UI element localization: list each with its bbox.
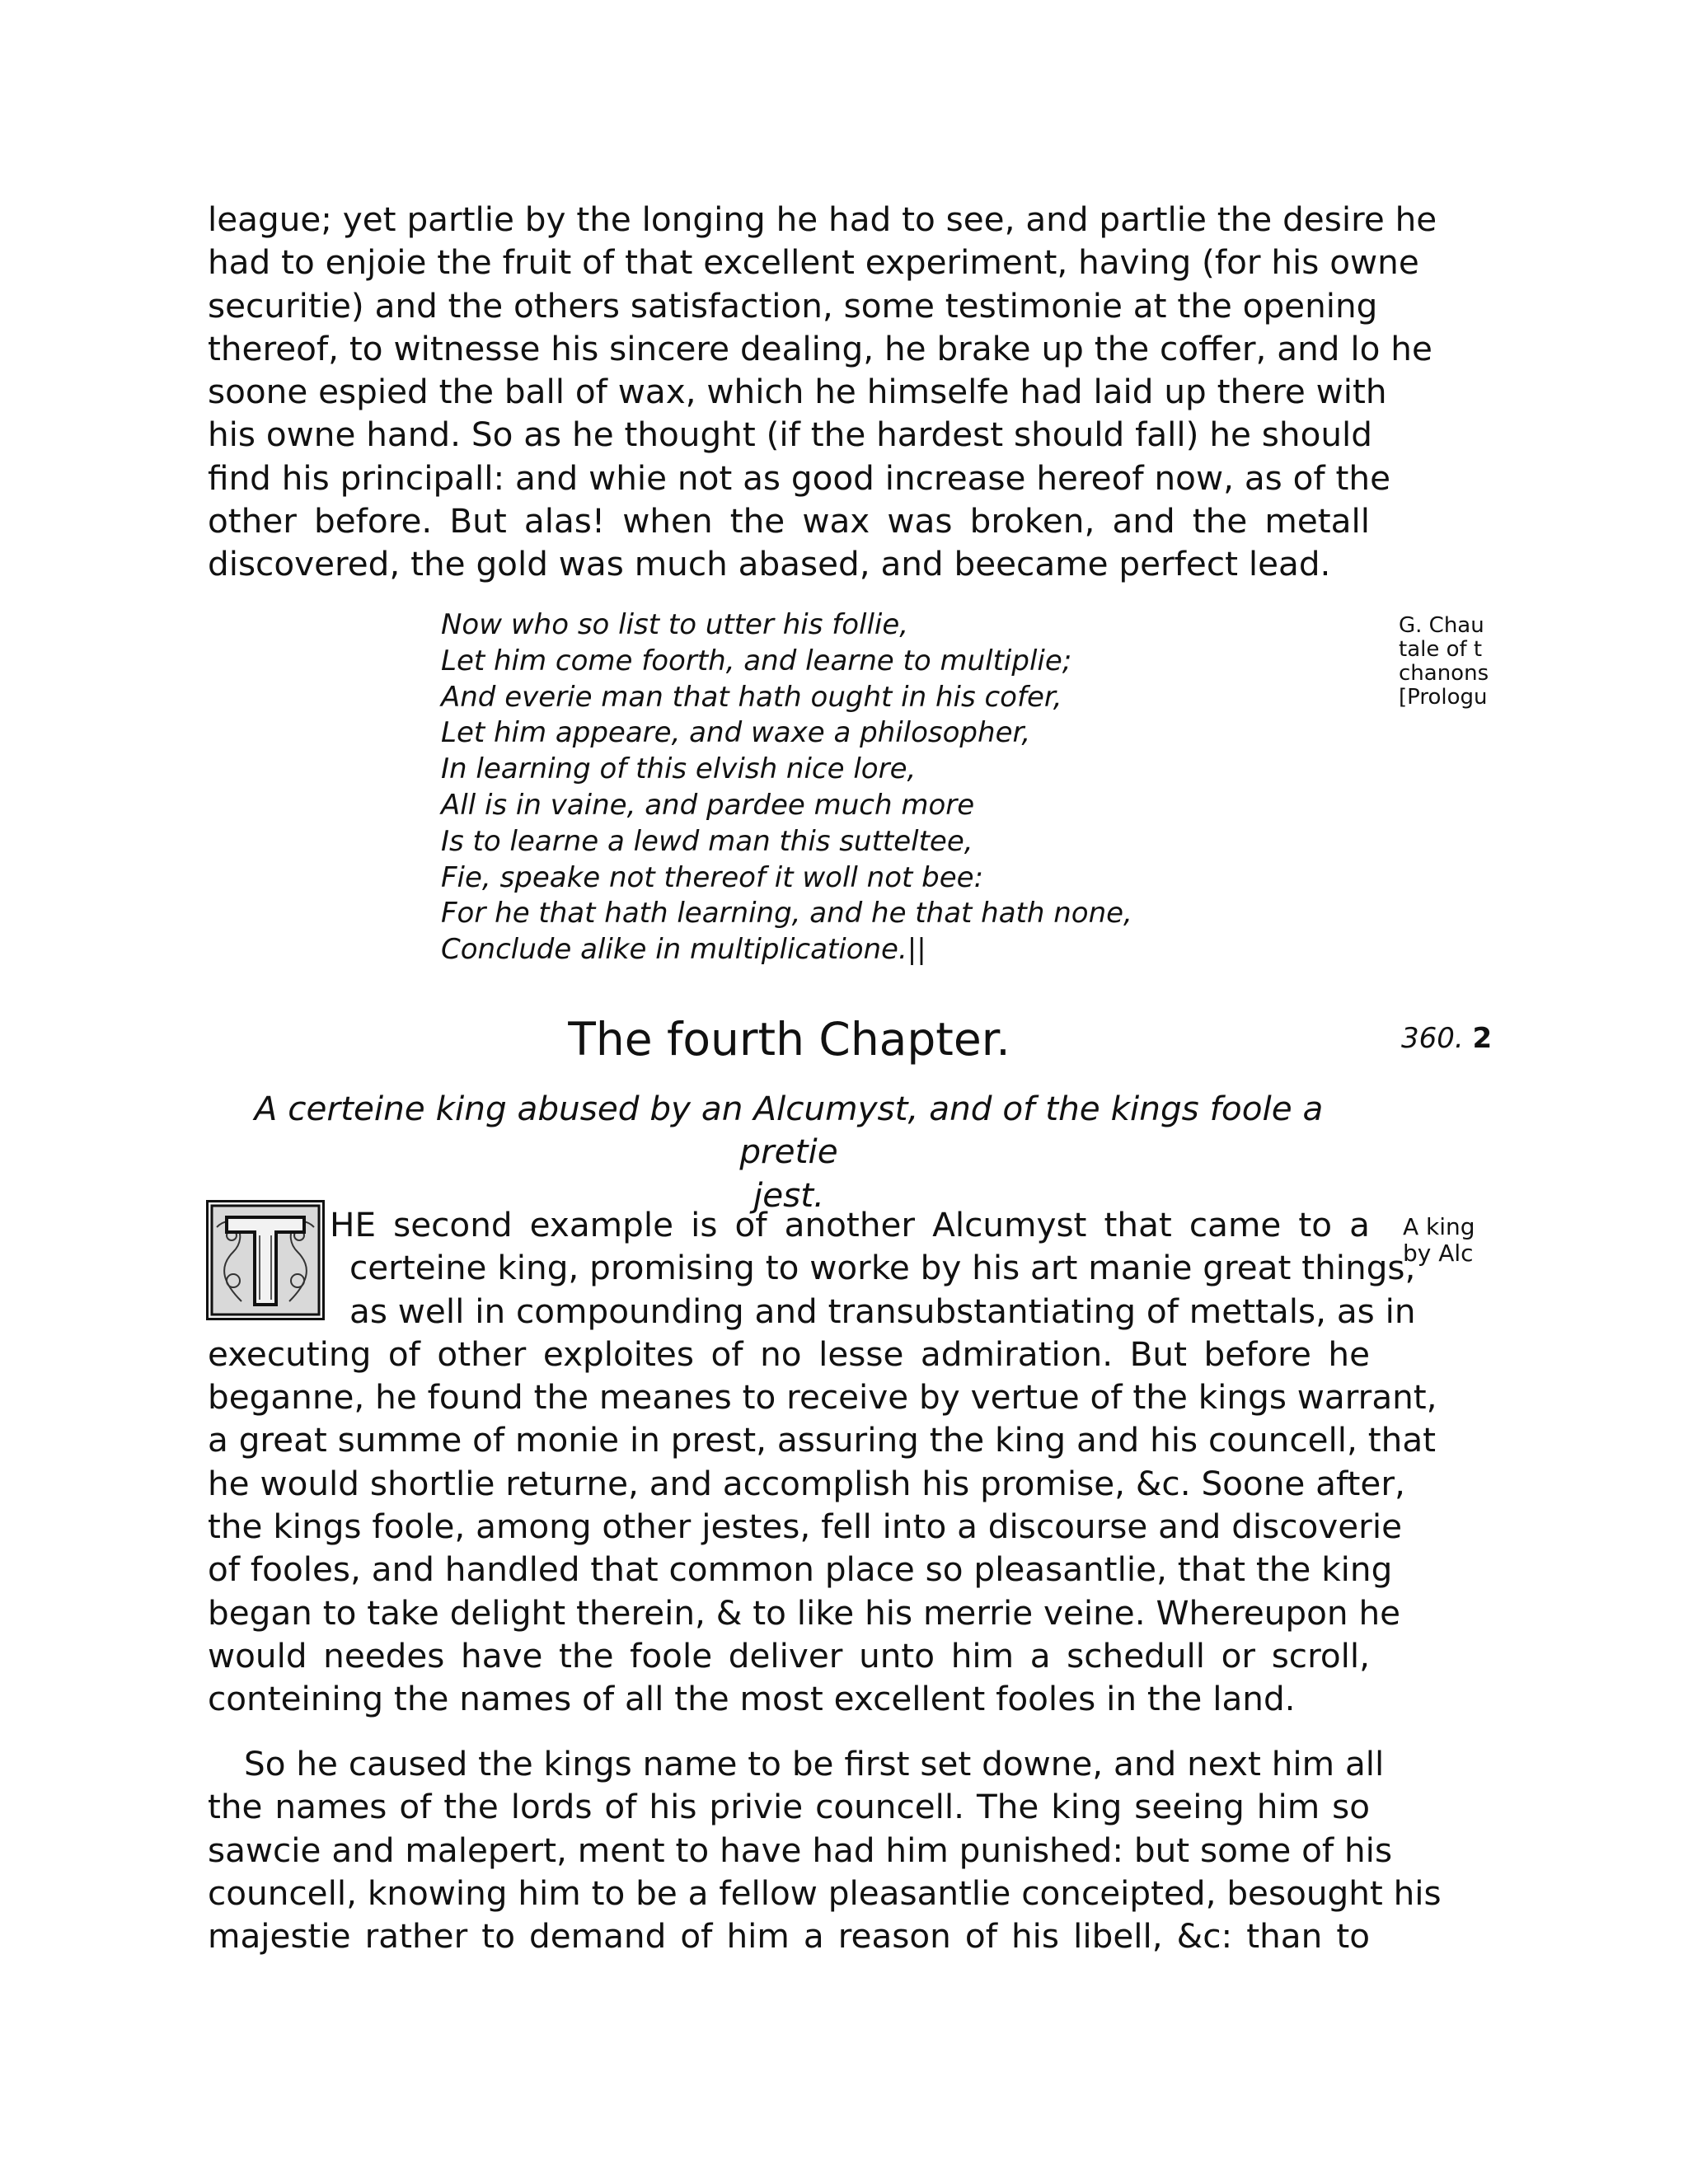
margin-note-line: [Prologu (1399, 685, 1488, 710)
margin-note-line: by Alc (1403, 1240, 1474, 1267)
page-reference (1401, 1022, 1493, 1055)
text-line: his owne hand. So as he thought (if the hardest should fall) he should (208, 415, 1372, 455)
text-line: as well in compounding and transubstantiating of mettals, as in (349, 1291, 1416, 1331)
text-line: securitie) and the others satisfaction, some testimonie at the opening (208, 285, 1378, 326)
chapter-subtitle (208, 1087, 1370, 1216)
verse-line: Now who so list to utter his follie, (441, 608, 909, 641)
chapter-first-paragraph (208, 1203, 1437, 1721)
verse-line: All is in vaine, and pardee much more (441, 788, 975, 822)
text-line: soone espied the ball of wax, which he himselfe had laid up there with (208, 372, 1387, 412)
page-reference-suffix: 2 (1472, 1022, 1493, 1055)
verse-line: Fie, speake not thereof it woll not bee: (441, 860, 984, 894)
text-line: councell, knowing him to be a fellow pleasantlie conceipted, besought his (208, 1872, 1442, 1913)
subtitle-line: A certeine king abused by an Alcumyst, and of the kings foole a pretie (254, 1089, 1324, 1172)
text-line: he would shortlie returne, and accomplish his promise, &c. Soone after, (208, 1463, 1405, 1503)
verse-quotation (441, 607, 1132, 968)
margin-note-line: G. Chau (1399, 613, 1484, 638)
subtitle-line: jest. (753, 1174, 825, 1215)
verse-line: In learning of this elvish nice lore, (441, 752, 917, 786)
verse-line: Conclude alike in multiplicatione.|| (441, 933, 926, 967)
text-line: the names of the lords of his privie councell. The king seeing him so (208, 1787, 1370, 1827)
text-line: HE second example is of another Alcumyst that came to a (330, 1205, 1370, 1244)
text-line: had to enjoie the fruit of that excellent experiment, having (for his owne (208, 242, 1419, 283)
text-line: the kings foole, among other jestes, fell into a discourse and discoverie (208, 1507, 1403, 1547)
text-line: discovered, the gold was much abased, and beecame perfect lead. (208, 544, 1331, 584)
verse-line: Is to learne a lewd man this sutteltee, (441, 824, 973, 858)
text-line: began to take delight therein, & to like his merrie veine. Whereupon he (208, 1592, 1401, 1633)
text-line: thereof, to witnesse his sincere dealing, he brake up the coffer, and lo he (208, 328, 1432, 368)
text-line: league; yet partlie by the longing he had to see, and partlie the desire he (208, 199, 1437, 239)
verse-line: Let him come foorth, and learne to multiplie; (441, 644, 1072, 677)
text-line: a great summe of monie in prest, assuring the king and his councell, that (208, 1420, 1437, 1460)
text-line: conteining the names of all the most excellent fooles in the land. (208, 1679, 1296, 1719)
opening-paragraph (208, 198, 1437, 586)
text-line: majestie rather to demand of him a reason of his libell, &c: than to (208, 1916, 1370, 1957)
verse-line: And everie man that hath ought in his cofer, (441, 680, 1062, 714)
text-line: So he caused the kings name to be first set downe, and next him all (244, 1744, 1385, 1783)
margin-note-line: chanons (1399, 661, 1489, 686)
text-line: certeine king, promising to worke by his art manie great things, (349, 1248, 1416, 1288)
closing-paragraph (208, 1742, 1442, 1957)
margin-note-line: A king (1403, 1213, 1475, 1240)
margin-note-line: tale of t (1399, 637, 1483, 662)
text-line: other before. But alas! when the wax was broken, and the metall (208, 501, 1370, 541)
text-line: would needes have the foole deliver unto him a schedull or scroll, (208, 1635, 1370, 1675)
text-line: of fooles, and handled that common place so pleasantlie, that the king (208, 1549, 1393, 1590)
chapter-title: The fourth Chapter. (568, 1013, 1010, 1066)
margin-note-chaucer (1399, 613, 1489, 710)
text-line: beganne, he found the meanes to receive by vertue of the kings warrant, (208, 1377, 1437, 1418)
text-line: find his principall: and whie not as good increase hereof now, as of the (208, 457, 1390, 498)
text-line: sawcie and malepert, ment to have had him punished: but some of his (208, 1830, 1393, 1870)
verse-line: Let him appeare, and waxe a philosopher, (441, 716, 1031, 750)
text-line: executing of other exploites of no lesse admiration. But before he (208, 1333, 1370, 1374)
page-reference-number: 360. (1401, 1022, 1464, 1055)
verse-line: For he that hath learning, and he that hath none, (441, 897, 1132, 930)
